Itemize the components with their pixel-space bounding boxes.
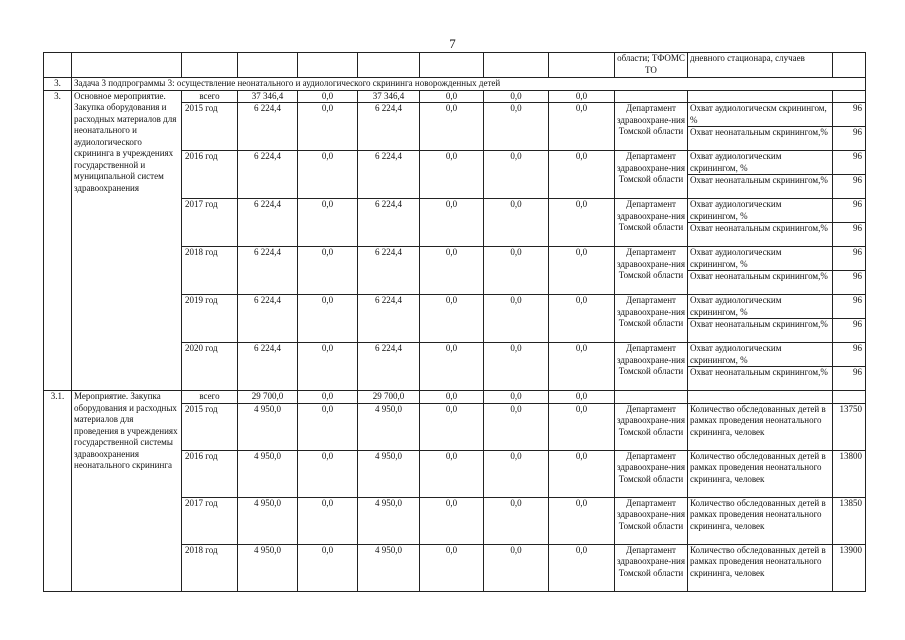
indicator-audio-cell: Охват аудиологическим скринингом, % bbox=[688, 199, 833, 223]
task-row bbox=[44, 78, 866, 91]
value-cell-v6: 0,0 bbox=[549, 247, 615, 295]
indicator-neonatal-value: 96 bbox=[833, 319, 866, 343]
indicator-neonatal-value: 96 bbox=[833, 175, 866, 199]
value-cell-v6: 0,0 bbox=[549, 295, 615, 343]
value-cell-v2: 0,0 bbox=[298, 391, 358, 404]
year-cell: 2018 год bbox=[182, 247, 238, 295]
value-cell-v3: 29 700,0 bbox=[358, 391, 420, 404]
value-cell-v4: 0,0 bbox=[420, 295, 484, 343]
indicator-cell bbox=[688, 90, 833, 103]
value-cell-v5: 0,0 bbox=[484, 391, 549, 404]
year-cell: 2017 год bbox=[182, 497, 238, 544]
value-cell-v6: 0,0 bbox=[549, 90, 615, 103]
indicator-count-value: 13800 bbox=[833, 450, 866, 497]
year-cell: 2020 год bbox=[182, 343, 238, 391]
dept-cell: Департамент здравоохране-ния Томской области bbox=[615, 247, 688, 295]
indicator-neonatal-value: 96 bbox=[833, 127, 866, 151]
value-cell-v3: 6 224,4 bbox=[358, 295, 420, 343]
year-cell: 2018 год bbox=[182, 544, 238, 591]
value-cell-v3: 4 950,0 bbox=[358, 544, 420, 591]
value-cell-v5: 0,0 bbox=[484, 544, 549, 591]
value-cell-v2: 0,0 bbox=[298, 103, 358, 151]
year-cell: всего bbox=[182, 391, 238, 404]
indicator-count-value: 13850 bbox=[833, 497, 866, 544]
year-cell: 2015 год bbox=[182, 403, 238, 450]
value-cell-v4: 0,0 bbox=[420, 497, 484, 544]
value-cell-v1: 4 950,0 bbox=[238, 450, 298, 497]
value-cell-v5: 0,0 bbox=[484, 103, 549, 151]
value-cell-v2: 0,0 bbox=[298, 343, 358, 391]
indicator-audio-value: 96 bbox=[833, 295, 866, 319]
indicator-count-cell: Количество обследованных детей в рамках проведения неонатального скрининга, человек bbox=[688, 450, 833, 497]
value-cell-v6: 0,0 bbox=[549, 343, 615, 391]
value-cell-v3: 4 950,0 bbox=[358, 450, 420, 497]
value-cell-v5: 0,0 bbox=[484, 90, 549, 103]
value-cell-v3: 6 224,4 bbox=[358, 199, 420, 247]
value-cell-v3: 6 224,4 bbox=[358, 103, 420, 151]
indicator-value-cell bbox=[833, 391, 866, 404]
header-row bbox=[44, 53, 866, 78]
indicator-neonatal-cell: Охват неонатальным скринингом,% bbox=[688, 367, 833, 391]
indicator-audio-value: 96 bbox=[833, 151, 866, 175]
dept-cell: Департамент здравоохране-ния Томской области bbox=[615, 103, 688, 151]
value-cell-v2: 0,0 bbox=[298, 90, 358, 103]
indicator-count-cell: Количество обследованных детей в рамках проведения неонатального скрининга, человек bbox=[688, 497, 833, 544]
indicator-value-cell bbox=[833, 90, 866, 103]
value-cell-v6: 0,0 bbox=[549, 103, 615, 151]
value-cell-v1: 4 950,0 bbox=[238, 497, 298, 544]
activity-3-total-row bbox=[44, 90, 866, 103]
value-cell-v5: 0,0 bbox=[484, 343, 549, 391]
activity-3-1-name: Мероприятие. Закупка оборудования и расходных материалов для проведения в учреждениях государственной системы здравоохранения неонатального скрининга bbox=[72, 391, 182, 592]
value-cell-v3: 37 346,4 bbox=[358, 90, 420, 103]
value-cell-v3: 6 224,4 bbox=[358, 151, 420, 199]
dept-cell bbox=[615, 90, 688, 103]
value-cell-v4: 0,0 bbox=[420, 450, 484, 497]
dept-cell: Департамент здравоохране-ния Томской области bbox=[615, 497, 688, 544]
indicator-count-value: 13750 bbox=[833, 403, 866, 450]
value-cell-v2: 0,0 bbox=[298, 199, 358, 247]
indicator-audio-cell: Охват аудиологическим скринингом, % bbox=[688, 151, 833, 175]
value-cell-v6: 0,0 bbox=[549, 497, 615, 544]
indicator-audio-value: 96 bbox=[833, 343, 866, 367]
indicator-neonatal-cell: Охват неонатальным скринингом,% bbox=[688, 319, 833, 343]
value-cell-v1: 29 700,0 bbox=[238, 391, 298, 404]
year-cell: 2015 год bbox=[182, 103, 238, 151]
value-cell-v4: 0,0 bbox=[420, 90, 484, 103]
dept-cell: Департамент здравоохране-ния Томской области bbox=[615, 295, 688, 343]
indicator-audio-cell: Охват аудиологическим скринингом, % bbox=[688, 343, 833, 367]
indicator-audio-cell: Охват аудиологическим скринингом, % bbox=[688, 247, 833, 271]
value-cell-v4: 0,0 bbox=[420, 343, 484, 391]
value-cell-v4: 0,0 bbox=[420, 247, 484, 295]
indicator-audio-value: 96 bbox=[833, 103, 866, 127]
indicator-neonatal-cell: Охват неонатальным скринингом,% bbox=[688, 271, 833, 295]
value-cell-v4: 0,0 bbox=[420, 151, 484, 199]
year-cell: 2019 год bbox=[182, 295, 238, 343]
dept-cell: Департамент здравоохране-ния Томской области bbox=[615, 403, 688, 450]
value-cell-v3: 6 224,4 bbox=[358, 247, 420, 295]
dept-cell: Департамент здравоохране-ния Томской области bbox=[615, 343, 688, 391]
activity-3-1-total-row bbox=[44, 391, 866, 404]
year-cell: 2016 год bbox=[182, 151, 238, 199]
year-cell: 2017 год bbox=[182, 199, 238, 247]
indicator-neonatal-cell: Охват неонатальным скринингом,% bbox=[688, 223, 833, 247]
page-number: 7 bbox=[449, 36, 456, 51]
activity-3-number: 3. bbox=[44, 90, 72, 391]
indicator-audio-cell: Охват аудиологическм скринингом, % bbox=[688, 103, 833, 127]
value-cell-v4: 0,0 bbox=[420, 391, 484, 404]
value-cell-v3: 6 224,4 bbox=[358, 343, 420, 391]
value-cell-v2: 0,0 bbox=[298, 497, 358, 544]
dept-cell: Департамент здравоохране-ния Томской области bbox=[615, 199, 688, 247]
indicator-cell bbox=[688, 391, 833, 404]
value-cell-v4: 0,0 bbox=[420, 403, 484, 450]
value-cell-v5: 0,0 bbox=[484, 450, 549, 497]
value-cell-v1: 4 950,0 bbox=[238, 544, 298, 591]
value-cell-v3: 4 950,0 bbox=[358, 403, 420, 450]
value-cell-v1: 4 950,0 bbox=[238, 403, 298, 450]
value-cell-v2: 0,0 bbox=[298, 403, 358, 450]
activity-3-name: Основное мероприятие. Закупка оборудования и расходных материалов для неонатального и аудиологического скрининга в учреждениях государственной и муниципальной систем здравоохранения bbox=[72, 90, 182, 391]
value-cell-v4: 0,0 bbox=[420, 103, 484, 151]
value-cell-v5: 0,0 bbox=[484, 497, 549, 544]
dept-cell: Департамент здравоохране-ния Томской области bbox=[615, 151, 688, 199]
header-indicator-cell: дневного стационара, случаев bbox=[688, 53, 833, 78]
value-cell-v1: 6 224,4 bbox=[238, 199, 298, 247]
value-cell-v5: 0,0 bbox=[484, 199, 549, 247]
indicator-audio-cell: Охват аудиологическим скринингом, % bbox=[688, 295, 833, 319]
value-cell-v6: 0,0 bbox=[549, 450, 615, 497]
indicator-neonatal-cell: Охват неонатальным скринингом,% bbox=[688, 175, 833, 199]
value-cell-v2: 0,0 bbox=[298, 450, 358, 497]
value-cell-v2: 0,0 bbox=[298, 247, 358, 295]
indicator-audio-value: 96 bbox=[833, 199, 866, 223]
value-cell-v1: 6 224,4 bbox=[238, 295, 298, 343]
indicator-count-cell: Количество обследованных детей в рамках проведения неонатального скрининга, человек bbox=[688, 403, 833, 450]
dept-cell bbox=[615, 391, 688, 404]
value-cell-v2: 0,0 bbox=[298, 544, 358, 591]
value-cell-v6: 0,0 bbox=[549, 151, 615, 199]
task-number: 3. bbox=[44, 78, 72, 91]
year-cell: 2016 год bbox=[182, 450, 238, 497]
indicator-neonatal-value: 96 bbox=[833, 223, 866, 247]
indicator-neonatal-value: 96 bbox=[833, 271, 866, 295]
value-cell-v6: 0,0 bbox=[549, 403, 615, 450]
dept-cell: Департамент здравоохране-ния Томской области bbox=[615, 544, 688, 591]
value-cell-v6: 0,0 bbox=[549, 391, 615, 404]
dept-cell: Департамент здравоохране-ния Томской области bbox=[615, 450, 688, 497]
program-table bbox=[43, 52, 866, 592]
value-cell-v1: 6 224,4 bbox=[238, 343, 298, 391]
value-cell-v5: 0,0 bbox=[484, 151, 549, 199]
year-cell: всего bbox=[182, 90, 238, 103]
value-cell-v1: 6 224,4 bbox=[238, 247, 298, 295]
value-cell-v1: 6 224,4 bbox=[238, 103, 298, 151]
indicator-audio-value: 96 bbox=[833, 247, 866, 271]
header-dept-cell: области; ТФОМС ТО bbox=[615, 53, 688, 78]
value-cell-v3: 4 950,0 bbox=[358, 497, 420, 544]
indicator-neonatal-value: 96 bbox=[833, 367, 866, 391]
value-cell-v4: 0,0 bbox=[420, 544, 484, 591]
value-cell-v4: 0,0 bbox=[420, 199, 484, 247]
value-cell-v5: 0,0 bbox=[484, 247, 549, 295]
value-cell-v5: 0,0 bbox=[484, 403, 549, 450]
value-cell-v1: 37 346,4 bbox=[238, 90, 298, 103]
indicator-count-value: 13900 bbox=[833, 544, 866, 591]
activity-3-1-number: 3.1. bbox=[44, 391, 72, 592]
value-cell-v6: 0,0 bbox=[549, 544, 615, 591]
value-cell-v1: 6 224,4 bbox=[238, 151, 298, 199]
value-cell-v5: 0,0 bbox=[484, 295, 549, 343]
task-title: Задача 3 подпрограммы 3: осуществление неонатального и аудиологического скрининга новорожденных детей bbox=[72, 78, 866, 91]
indicator-neonatal-cell: Охват неонатальным скринингом,% bbox=[688, 127, 833, 151]
value-cell-v2: 0,0 bbox=[298, 151, 358, 199]
value-cell-v2: 0,0 bbox=[298, 295, 358, 343]
indicator-count-cell: Количество обследованных детей в рамках проведения неонатального скрининга, человек bbox=[688, 544, 833, 591]
value-cell-v6: 0,0 bbox=[549, 199, 615, 247]
